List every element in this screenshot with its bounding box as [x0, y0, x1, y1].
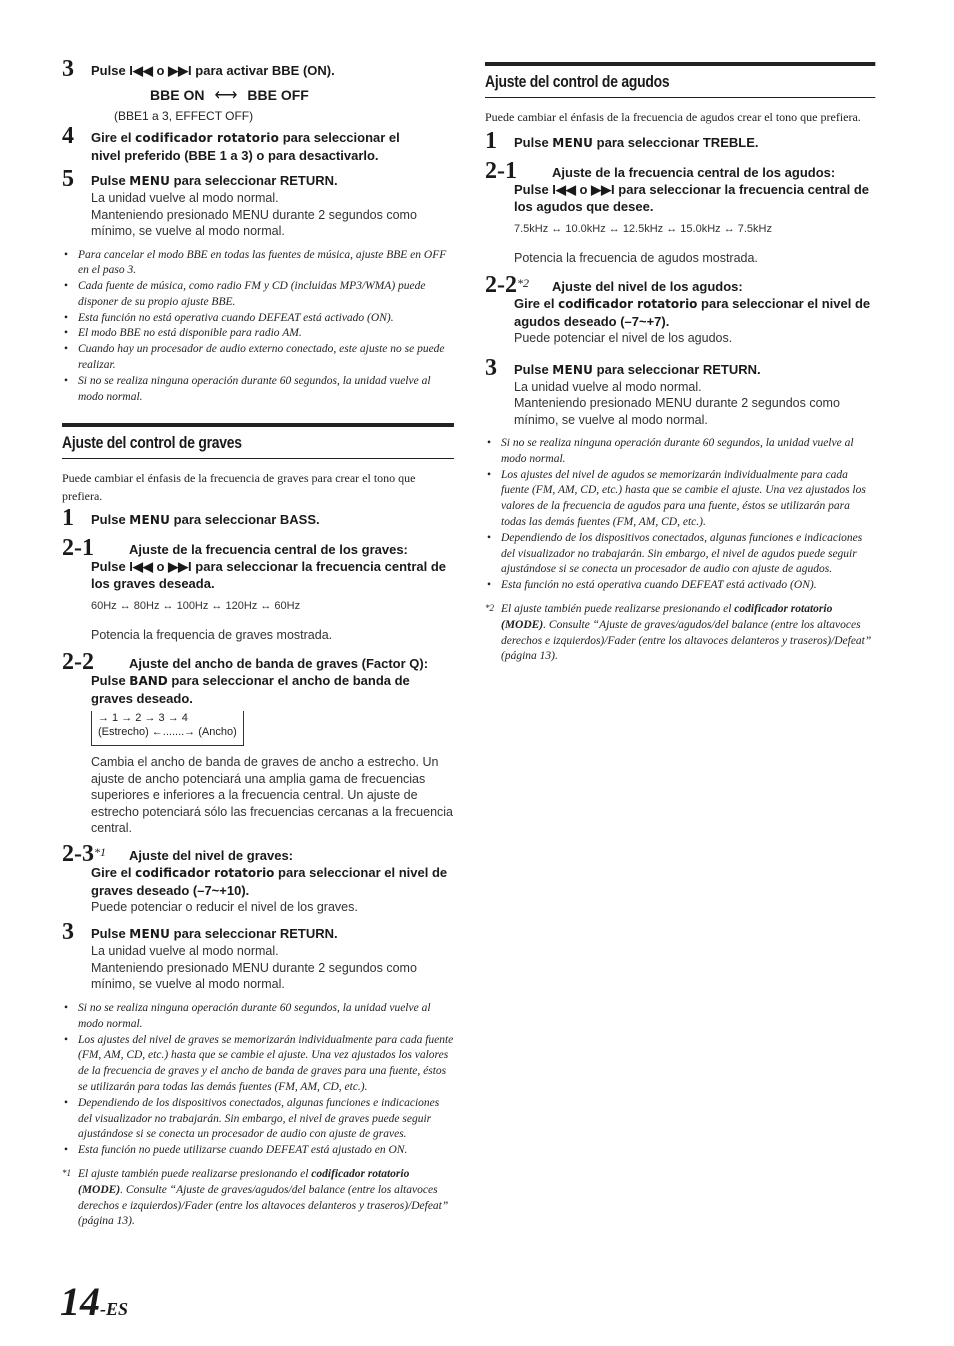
step-number: 1	[62, 505, 74, 532]
step-heading: Pulse MENU para seleccionar RETURN.	[514, 361, 761, 377]
footnote-ref: *1	[94, 844, 106, 859]
bass-step-2-1	[62, 535, 454, 643]
step-result: Potencia la frecuencia de agudos mostrada.	[514, 250, 758, 265]
step-result: Cambia el ancho de banda de graves de ancho a estrecho. Un ajuste de ancho potenciará una amplia gama de frecuencias superiores e inferiores a la frecuencia central. Un ajuste de estrecho potenciará sólo las frecuencias cercanas a la frecuencia central.	[91, 755, 454, 836]
step-heading: Ajuste del nivel de los agudos:	[552, 279, 743, 294]
step-heading-cont: nivel preferido (BBE 1 a 3) o para desactivarlo.	[91, 148, 379, 163]
bass-notes-list	[62, 1001, 454, 1159]
note-item: • Dependiendo de los dispositivos conectados, algunas funciones e indicaciones del visualizador no trabajarán. Sin embargo, el nivel de agudos puede seguir ajustándose si se conecta un procesador de audio con ajuste de agudos.	[485, 531, 875, 578]
page-number	[60, 1278, 128, 1325]
bbe-toggle-diagram	[150, 85, 454, 105]
section-intro: Puede cambiar el énfasis de la frecuencia de agudos crear el tono que prefiera.	[485, 110, 861, 124]
step-number: 3	[62, 56, 74, 82]
step-body: Manteniendo presionado MENU durante 2 segundos como mínimo, se vuelve al modo normal.	[91, 960, 417, 992]
step-heading-cont: Pulse I◀◀ o ▶▶I para seleccionar la frecuencia central de los agudos que desee.	[514, 182, 870, 214]
treble-step-2-1	[485, 158, 875, 266]
note-item: • El modo BBE no está disponible para radio AM.	[62, 326, 454, 342]
step-heading: Pulse I◀◀ o ▶▶I para activar BBE (ON).	[91, 63, 335, 78]
footnote: *1 El ajuste también puede realizarse presionando el codificador rotatorio (MODE). Consulte “Ajuste de graves/agudos/del balance (entre los altavoces derechos e izquierdos)/Fader (entre los altavoces delanteros y traseros)/Defeat” (página 13).	[62, 1167, 449, 1228]
step-heading-cont: Pulse BAND para seleccionar el ancho de banda de graves deseado.	[91, 673, 410, 707]
bbe-range-note: (BBE1 a 3, EFFECT OFF)	[114, 109, 254, 123]
bandwidth-steps: → 1 → 2 → 3 → 4	[98, 712, 188, 725]
treble-section-header	[485, 62, 875, 98]
keyword: MENU	[129, 174, 171, 188]
note-item: • Esta función no está operativa cuando DEFEAT está activado (ON).	[62, 311, 454, 327]
section-intro: Puede cambiar el énfasis de la frecuencia de graves para crear el tono que prefiera.	[62, 471, 416, 504]
note-item: • Cuando hay un procesador de audio externo conectado, este ajuste no se puede realizar.	[62, 342, 454, 374]
note-item: • Cada fuente de música, como radio FM y CD (incluidas MP3/WMA) puede disponer de su propio ajuste BBE.	[62, 279, 454, 311]
page-number-value: 14	[60, 1279, 100, 1324]
footnote: *2 El ajuste también puede realizarse presionando el codificador rotatorio (MODE). Consulte “Ajuste de graves/agudos/del balance (entre los altavoces derechos e izquierdos)/Fader (entre los altavoces delanteros y traseros)/Defeat” (página 13).	[485, 602, 872, 663]
step-body: La unidad vuelve al modo normal.	[514, 379, 702, 394]
step-body	[91, 707, 454, 837]
step-heading: Ajuste del nivel de graves:	[129, 847, 294, 863]
note-item: • Para cancelar el modo BBE en todas las fuentes de música, ajuste BBE en OFF en el paso 3.	[62, 248, 454, 280]
step-heading: Pulse MENU para seleccionar BASS.	[91, 512, 320, 528]
step-number: 3	[62, 919, 74, 946]
step-number: 2-1	[485, 158, 517, 184]
step-heading: Pulse MENU para seleccionar RETURN.	[91, 926, 338, 942]
bass-step-2-3	[62, 840, 454, 916]
step-result: Potencia la frequencia de graves mostrada.	[91, 627, 333, 642]
left-column	[62, 56, 454, 1230]
footnote-ref: *2	[517, 276, 529, 290]
note-item: • Esta función no está operativa cuando DEFEAT está activado (ON).	[485, 578, 875, 594]
step-body: Manteniendo presionado MENU durante 2 segundos como mínimo, se vuelve al modo normal.	[91, 207, 417, 238]
double-arrow-icon: ⟷	[214, 87, 238, 104]
keyword: codificador rotatorio	[135, 131, 280, 145]
step-number: 4	[62, 123, 74, 149]
note-item: • Dependiendo de los dispositivos conectados, algunas funciones e indicaciones del visualizador no trabajarán. Sin embargo, el nivel de graves puede seguir ajustándose si se conecta un procesador de audio con ajuste de graves.	[62, 1096, 454, 1143]
note-item: • Si no se realiza ninguna operación durante 60 segundos, la unidad vuelve al modo normal.	[485, 436, 875, 468]
step-body: Puede potenciar o reducir el nivel de los graves.	[91, 899, 358, 914]
step-body: La unidad vuelve al modo normal.	[91, 944, 279, 959]
note-item: • Los ajustes del nivel de agudos se memorizarán individualmente para cada fuente (FM, AM, CD, etc.) hasta que se cambie el ajuste. Una vez ajustados los valores de la frecuencia de agudos para una fuente, éstos se utilizarán para todas las demás fuentes (FM, AM, CD, etc.).	[485, 468, 875, 531]
step-heading: Ajuste de la frecuencia central de los agudos:	[552, 165, 836, 180]
note-item: • Esta función no puede utilizarse cuando DEFEAT está ajustado en ON.	[62, 1143, 454, 1159]
bass-step-3	[62, 919, 454, 993]
keyword: MENU	[129, 927, 171, 942]
bbe-off-label: BBE OFF	[247, 87, 309, 103]
bbe-step-3	[62, 56, 454, 82]
step-number: 2-3$^{*1}$	[62, 840, 106, 867]
footnote-mark: *2	[485, 602, 494, 613]
step-body	[514, 221, 875, 266]
keyword: codificador rotatorio	[135, 865, 275, 880]
keyword: MENU	[129, 513, 171, 528]
step-heading: Gire el codificador rotatorio para seleccionar el	[91, 130, 400, 145]
treble-step-3	[485, 354, 875, 429]
keyword: BAND	[129, 674, 168, 689]
bass-step-2-2	[62, 649, 454, 837]
bbe-step-5	[62, 166, 454, 240]
bass-step-1	[62, 505, 454, 532]
step-heading-cont: Pulse I◀◀ o ▶▶I para seleccionar la frecuencia central de los graves deseada.	[91, 559, 447, 592]
step-body: Puede potenciar el nivel de los agudos.	[514, 331, 733, 345]
treble-notes-list	[485, 436, 875, 594]
bandwidth-diagram	[91, 711, 244, 746]
keyword: MENU	[552, 362, 594, 377]
step-body: Manteniendo presionado MENU durante 2 segundos como mínimo, se vuelve al modo normal.	[514, 396, 840, 427]
frequency-sequence: 7.5kHz ↔ 10.0kHz ↔ 12.5kHz ↔ 15.0kHz ↔ 7.5kHz	[514, 223, 772, 235]
step-heading: Pulse MENU para seleccionar TREBLE.	[514, 135, 759, 150]
treble-step-2-2	[485, 272, 875, 347]
step-heading-cont: Gire el codificador rotatorio para seleccionar el nivel de graves deseado (–7~+10).	[91, 864, 448, 898]
frequency-sequence: 60Hz ↔ 80Hz ↔ 100Hz ↔ 120Hz ↔ 60Hz	[91, 600, 301, 613]
step-number: 1	[485, 128, 497, 154]
step-heading-cont: Gire el codificador rotatorio para seleccionar el nivel de agudos deseado (–7~+7).	[514, 296, 871, 329]
step-heading: Ajuste del ancho de banda de graves (Factor Q):	[129, 656, 429, 672]
section-title: Ajuste del control de graves	[62, 423, 454, 459]
page-language-suffix: -ES	[100, 1299, 129, 1319]
step-body: La unidad vuelve al modo normal.	[91, 191, 279, 205]
step-body	[91, 598, 454, 643]
step-heading: Pulse MENU para seleccionar RETURN.	[91, 173, 338, 188]
step-number: 2-2$^{*2}$	[485, 272, 529, 298]
note-item: • Los ajustes del nivel de graves se memorizarán individualmente para cada fuente (FM, AM, CD, etc.) hasta que se cambie el ajuste. Una vez ajustados los valores de la frecuencia de graves y el ancho de banda de graves para una fuente, éstos se utilizarán para todas las demás fuentes (FM, AM, CD, etc.).	[62, 1033, 454, 1096]
step-number: 2-2	[62, 649, 94, 676]
bandwidth-range: (Estrecho) ←.......→ (Ancho)	[98, 726, 237, 739]
bass-section-header	[62, 423, 454, 459]
step-number: 3	[485, 354, 497, 381]
treble-step-1	[485, 128, 875, 154]
step-heading: Ajuste de la frecuencia central de los graves:	[129, 542, 408, 558]
footnote-mark: *1	[62, 1167, 71, 1178]
note-item: • Si no se realiza ninguna operación durante 60 segundos, la unidad vuelve al modo normal.	[62, 374, 454, 406]
keyword: codificador rotatorio	[558, 297, 698, 311]
keyword: MENU	[552, 136, 594, 150]
bbe-notes-list	[62, 248, 454, 406]
right-column	[485, 62, 875, 665]
note-item: • Si no se realiza ninguna operación durante 60 segundos, la unidad vuelve al modo normal.	[62, 1001, 454, 1033]
step-number: 5	[62, 166, 74, 192]
step-number: 2-1	[62, 535, 94, 562]
bbe-on-label: BBE ON	[150, 87, 205, 103]
bbe-step-4	[62, 123, 454, 164]
section-title: Ajuste del control de agudos	[485, 62, 875, 98]
